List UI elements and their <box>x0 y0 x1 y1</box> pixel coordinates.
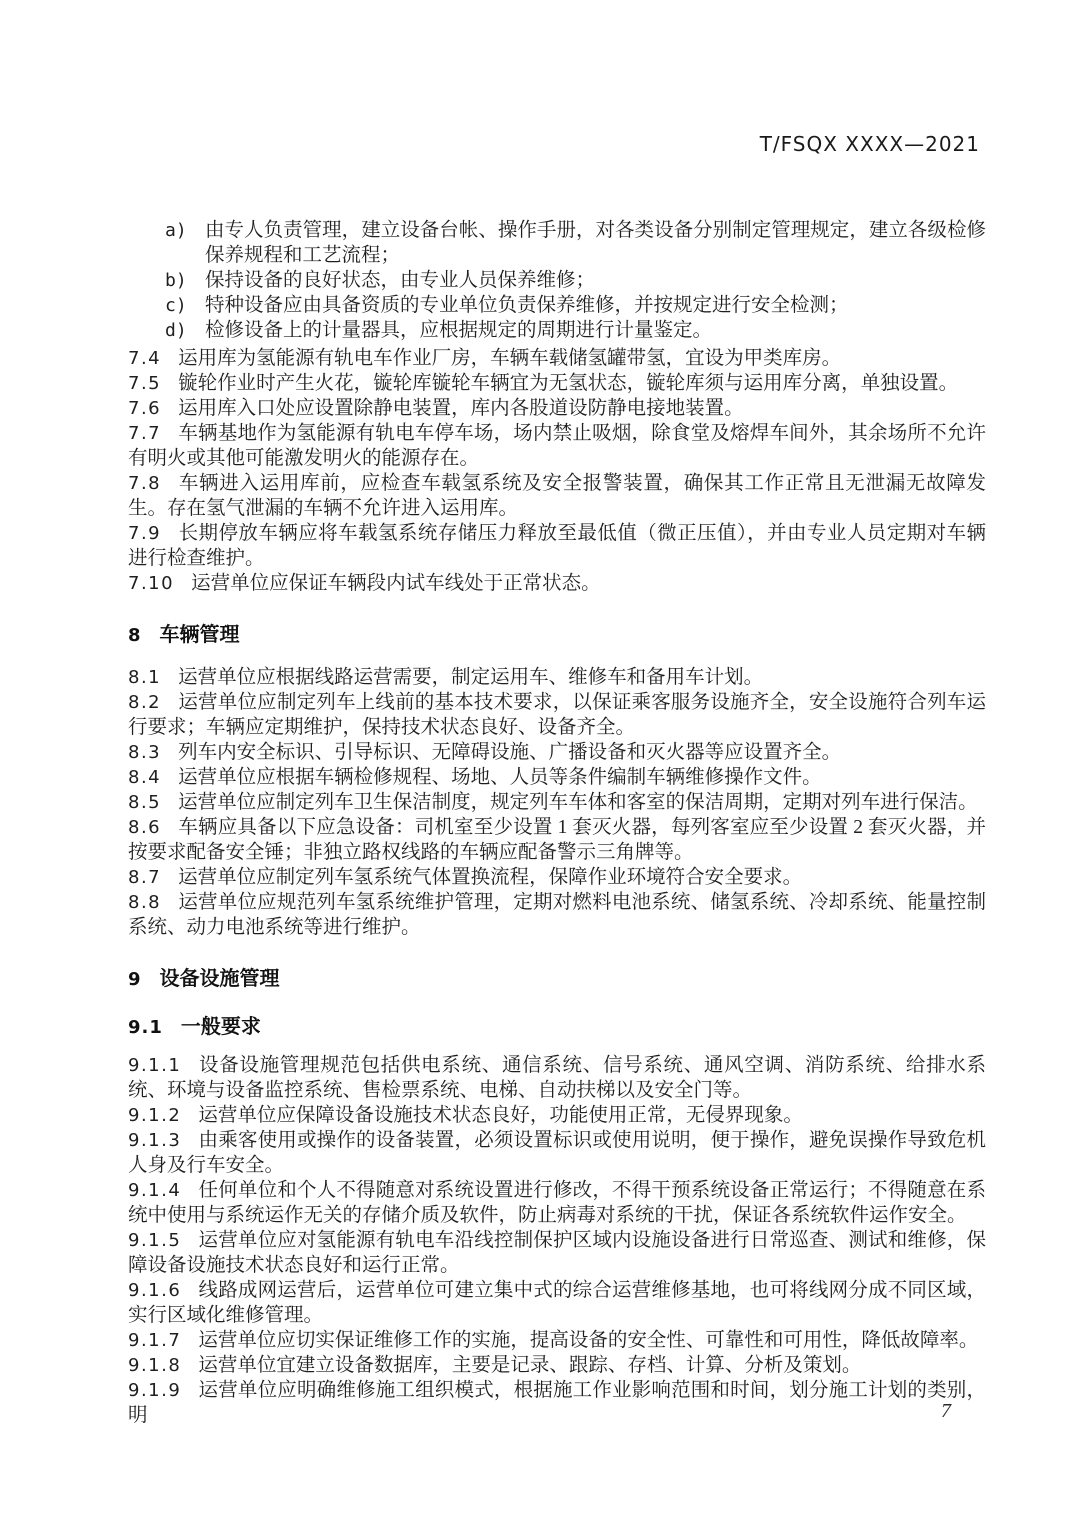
list-text: 保持设备的良好状态，由专业人员保养维修； <box>205 270 596 291</box>
clause-8-5 <box>128 790 986 815</box>
clause-number: 9.1.8 <box>128 1355 182 1376</box>
clause-number: 8.4 <box>128 767 162 788</box>
clause-9-1-3 <box>128 1128 986 1178</box>
clause-text: 运用库入口处应设置除静电装置，库内各股道设防静电接地装置。 <box>178 398 744 419</box>
clause-8-2 <box>128 690 986 740</box>
clause-8-3 <box>128 740 986 765</box>
clause-number: 8.6 <box>128 817 162 838</box>
clause-7-5 <box>128 371 986 396</box>
clause-7-7 <box>128 421 986 471</box>
clause-number: 8.2 <box>128 692 162 713</box>
clause-9-1-6 <box>128 1278 986 1328</box>
list-marker: a) <box>165 220 187 241</box>
lettered-list <box>128 218 986 343</box>
clause-number: 9.1.3 <box>128 1130 182 1151</box>
clause-text: 运营单位应明确维修施工组织模式，根据施工作业影响范围和时间，划分施工计划的类别，明 <box>128 1380 986 1426</box>
clause-number: 8.7 <box>128 867 162 888</box>
list-marker: d) <box>165 320 187 341</box>
clause-text: 运用库为氢能源有轨电车作业厂房，车辆车载储氢罐带氢，宜设为甲类库房。 <box>178 348 842 369</box>
list-item-d <box>128 318 986 343</box>
clause-text: 列车内安全标识、引导标识、无障碍设施、广播设备和灭火器等应设置齐全。 <box>178 742 842 763</box>
clause-text: 运营单位应保障设备设施技术状态良好，功能使用正常，无侵界现象。 <box>198 1105 803 1126</box>
list-item-c <box>128 293 986 318</box>
clause-9-1-5 <box>128 1228 986 1278</box>
clause-number: 8.5 <box>128 792 162 813</box>
clause-7-6 <box>128 396 986 421</box>
list-text: 由专人负责管理，建立设备台帐、操作手册，对各类设备分别制定管理规定，建立各级检修保养规程和工艺流程； <box>205 220 986 266</box>
list-marker: c) <box>165 295 187 316</box>
clause-text: 运营单位宜建立设备数据库，主要是记录、跟踪、存档、计算、分析及策划。 <box>198 1355 862 1376</box>
clause-8-8 <box>128 890 986 940</box>
section-number: 8 <box>128 625 142 646</box>
clause-text: 车辆进入运用库前，应检查车载氢系统及安全报警装置，确保其工作正常且无泄漏无故障发生。存在氢气泄漏的车辆不允许进入运用库。 <box>128 473 986 519</box>
clause-8-4 <box>128 765 986 790</box>
section-title: 车辆管理 <box>159 624 240 646</box>
clause-text: 车辆基地作为氢能源有轨电车停车场，场内禁止吸烟，除食堂及熔焊车间外，其余场所不允许有明火或其他可能激发明火的能源存在。 <box>128 423 986 469</box>
clause-text: 运营单位应制定列车卫生保洁制度，规定列车车体和客室的保洁周期，定期对列车进行保洁。 <box>178 792 978 813</box>
clause-number: 8.8 <box>128 892 162 913</box>
page-number: 7 <box>941 1400 951 1422</box>
clause-text: 车辆应具备以下应急设备：司机室至少设置 1 套灭火器，每列客室应至少设置 2 套灭火器，并按要求配备安全锤；非独立路权线路的车辆应配备警示三角牌等。 <box>128 817 986 863</box>
section-title: 一般要求 <box>180 1016 261 1038</box>
clause-number: 9.1.4 <box>128 1180 182 1201</box>
clause-number: 7.6 <box>128 398 162 419</box>
clause-number: 8.3 <box>128 742 162 763</box>
document-body <box>128 218 986 1428</box>
page-header <box>128 132 980 156</box>
clause-text: 由乘客使用或操作的设备装置，必须设置标识或使用说明，便于操作，避免误操作导致危机人身及行车安全。 <box>128 1130 986 1176</box>
clause-text: 线路成网运营后，运营单位可建立集中式的综合运营维修基地，也可将线网分成不同区域，实行区域化维修管理。 <box>128 1280 986 1326</box>
clause-text: 运营单位应规范列车氢系统维护管理，定期对燃料电池系统、储氢系统、冷却系统、能量控制系统、动力电池系统等进行维护。 <box>128 892 986 938</box>
clause-number: 9.1.6 <box>128 1280 182 1301</box>
clause-text: 运营单位应根据线路运营需要，制定运用车、维修车和备用车计划。 <box>178 667 764 688</box>
clause-7-4 <box>128 346 986 371</box>
section-title: 设备设施管理 <box>159 968 280 990</box>
clause-number: 7.8 <box>128 473 162 494</box>
clause-9-1-9 <box>128 1378 986 1428</box>
clause-text: 运营单位应根据车辆检修规程、场地、人员等条件编制车辆维修操作文件。 <box>178 767 822 788</box>
section-9-heading <box>128 967 986 992</box>
clause-number: 7.4 <box>128 348 162 369</box>
standard-code: T/FSQX XXXX—2021 <box>759 132 980 156</box>
clause-number: 7.5 <box>128 373 162 394</box>
clause-number: 9.1.1 <box>128 1055 182 1076</box>
clause-text: 运营单位应保证车辆段内试车线处于正常状态。 <box>191 573 601 594</box>
clause-text: 运营单位应制定列车上线前的基本技术要求，以保证乘客服务设施齐全，安全设施符合列车运行要求；车辆应定期维护，保持技术状态良好、设备齐全。 <box>128 692 986 738</box>
clause-text: 任何单位和个人不得随意对系统设置进行修改，不得干预系统设备正常运行；不得随意在系统中使用与系统运作无关的存储介质及软件，防止病毒对系统的干扰，保证各系统软件运作安全。 <box>128 1180 986 1226</box>
clause-number: 7.9 <box>128 523 162 544</box>
clause-number: 9.1.5 <box>128 1230 182 1251</box>
clause-number: 8.1 <box>128 667 162 688</box>
clause-9-1-4 <box>128 1178 986 1228</box>
clause-text: 设备设施管理规范包括供电系统、通信系统、信号系统、通风空调、消防系统、给排水系统、环境与设备监控系统、售检票系统、电梯、自动扶梯以及安全门等。 <box>128 1055 986 1101</box>
list-item-a <box>128 218 986 268</box>
clause-number: 7.10 <box>128 573 175 594</box>
clause-number: 9.1.7 <box>128 1330 182 1351</box>
section-8-heading <box>128 623 986 648</box>
section-number: 9.1 <box>128 1017 163 1038</box>
clause-8-6 <box>128 815 986 865</box>
section-9-1-heading <box>128 1015 986 1040</box>
clause-text: 运营单位应切实保证维修工作的实施，提高设备的安全性、可靠性和可用性，降低故障率。 <box>198 1330 979 1351</box>
list-item-b <box>128 268 986 293</box>
clause-number: 7.7 <box>128 423 162 444</box>
clause-text: 长期停放车辆应将车载氢系统存储压力释放至最低值（微正压值），并由专业人员定期对车辆进行检查维护。 <box>128 523 986 569</box>
clause-9-1-8 <box>128 1353 986 1378</box>
list-marker: b) <box>165 270 187 291</box>
clause-7-10 <box>128 571 986 596</box>
clause-text: 运营单位应对氢能源有轨电车沿线控制保护区域内设施设备进行日常巡查、测试和维修，保障设备设施技术状态良好和运行正常。 <box>128 1230 986 1276</box>
clause-9-1-7 <box>128 1328 986 1353</box>
list-text: 检修设备上的计量器具，应根据规定的周期进行计量鉴定。 <box>205 320 713 341</box>
clause-7-8 <box>128 471 986 521</box>
list-text: 特种设备应由具备资质的专业单位负责保养维修，并按规定进行安全检测； <box>205 295 849 316</box>
clause-7-9 <box>128 521 986 571</box>
clause-text: 镟轮作业时产生火花，镟轮库镟轮车辆宜为无氢状态，镟轮库须与运用库分离，单独设置。 <box>178 373 959 394</box>
clause-number: 9.1.2 <box>128 1105 182 1126</box>
clause-text: 运营单位应制定列车氢系统气体置换流程，保障作业环境符合安全要求。 <box>178 867 803 888</box>
section-number: 9 <box>128 969 142 990</box>
clause-9-1-2 <box>128 1103 986 1128</box>
clause-8-7 <box>128 865 986 890</box>
clause-number: 9.1.9 <box>128 1380 182 1401</box>
clause-8-1 <box>128 665 986 690</box>
clause-9-1-1 <box>128 1053 986 1103</box>
